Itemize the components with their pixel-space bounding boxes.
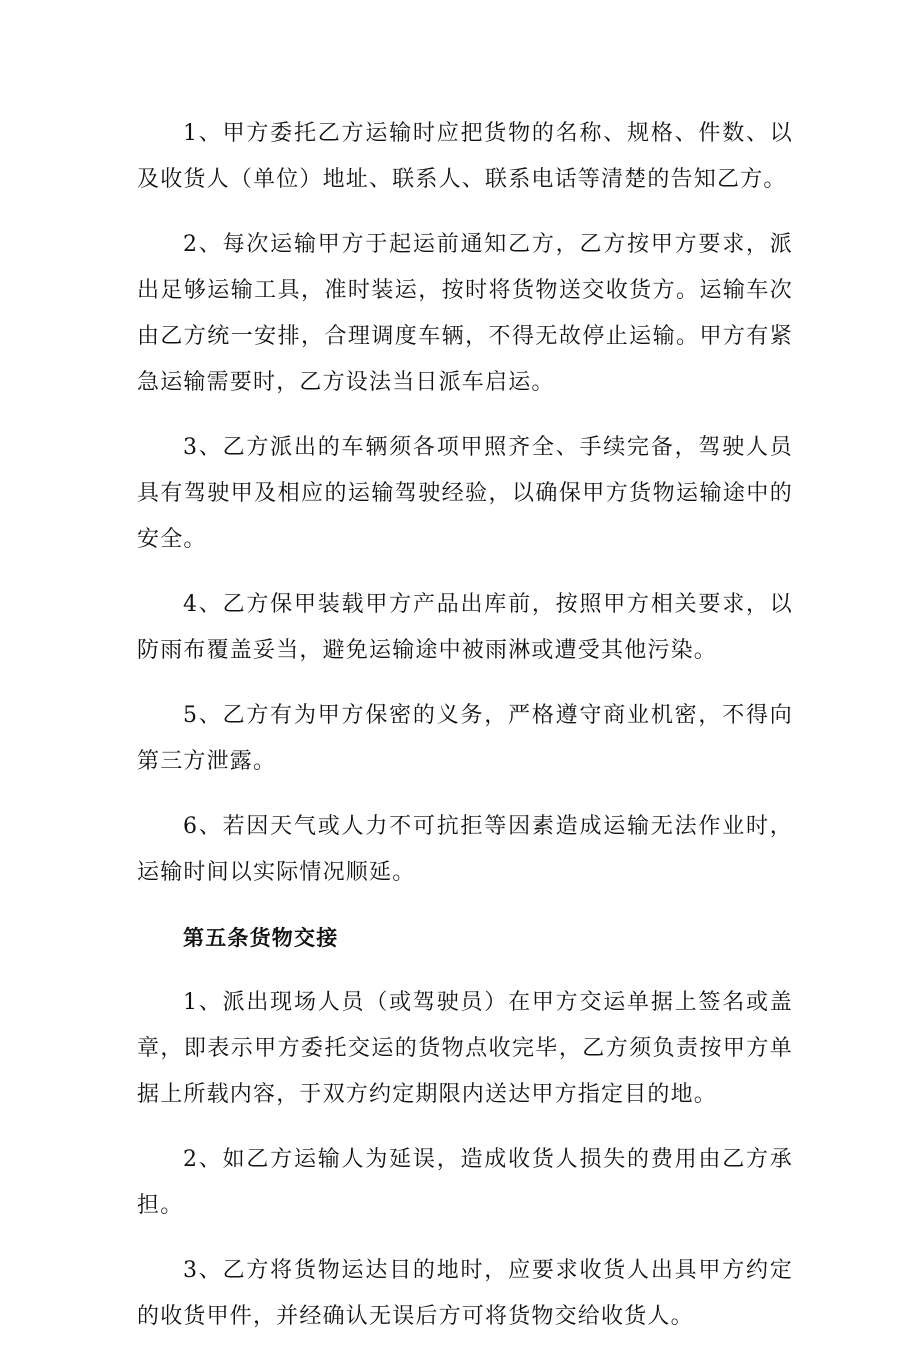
- handover-paragraph-3: 3、乙方将货物运达目的地时，应要求收货人出具甲方约定的收货甲件，并经确认无误后方可将货物交给收货人。: [137, 1258, 793, 1329]
- clause-paragraph-2: 2、每次运输甲方于起运前通知乙方，乙方按甲方要求，派出足够运输工具，准时装运，按时将货物送交收货方。运输车次由乙方统一安排，合理调度车辆，不得无故停止运输。甲方有紧急运输需要时，乙方设法当日派车启运。: [137, 232, 793, 395]
- handover-paragraph-1: 1、派出现场人员（或驾驶员）在甲方交运单据上签名或盖章，即表示甲方委托交运的货物点收完毕，乙方须负责按甲方单据上所载内容，于双方约定期限内送达甲方指定目的地。: [137, 990, 793, 1107]
- section-heading: 第五条货物交接: [183, 926, 339, 950]
- handover-paragraph-2: 2、如乙方运输人为延误，造成收货人损失的费用由乙方承担。: [137, 1147, 793, 1218]
- clause-paragraph-5: 5、乙方有为甲方保密的义务，严格遵守商业机密，不得向第三方泄露。: [137, 703, 793, 774]
- document-body: [137, 111, 793, 1359]
- clause-paragraph-6: 6、若因天气或人力不可抗拒等因素造成运输无法作业时，运输时间以实际情况顺延。: [137, 814, 793, 885]
- clause-paragraph-4: 4、乙方保甲装载甲方产品出库前，按照甲方相关要求，以防雨布覆盖妥当，避免运输途中被雨淋或遭受其他污染。: [137, 592, 793, 663]
- clause-paragraph-3: 3、乙方派出的车辆须各项甲照齐全、手续完备，驾驶人员具有驾驶甲及相应的运输驾驶经验，以确保甲方货物运输途中的安全。: [137, 435, 793, 552]
- clause-paragraph-1: 1、甲方委托乙方运输时应把货物的名称、规格、件数、以及收货人（单位）地址、联系人、联系电话等清楚的告知乙方。: [137, 121, 793, 192]
